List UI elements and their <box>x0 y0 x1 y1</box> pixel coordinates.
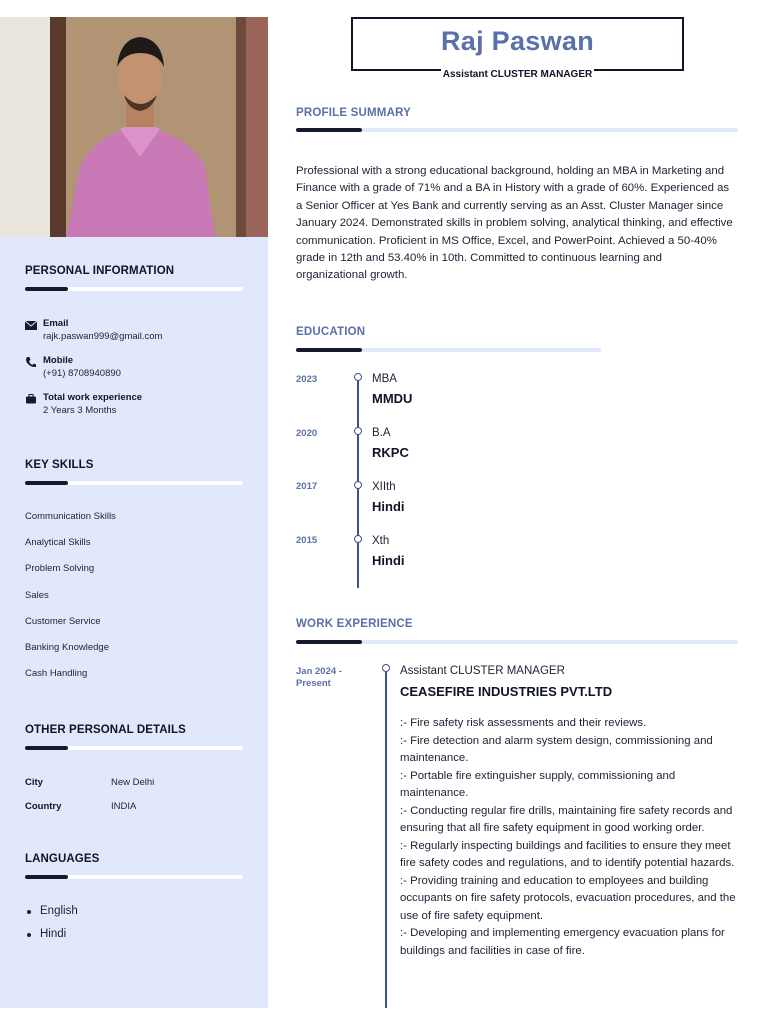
skill-item: Analytical Skills <box>25 537 91 548</box>
education-year: 2017 <box>296 481 318 492</box>
education-title: EDUCATION <box>296 326 366 338</box>
skill-item: Communication Skills <box>25 511 116 522</box>
education-degree: B.A <box>372 427 391 439</box>
education-school: MMDU <box>372 391 413 406</box>
bullet-icon <box>27 910 31 914</box>
duty-item: :- Conducting regular fire drills, maintaining fire safety records and ensuring that all fire safety equipment in good working order. <box>400 804 733 834</box>
timeline-dot <box>354 481 362 489</box>
other-details-divider <box>25 746 243 750</box>
skill-item: Banking Knowledge <box>25 642 109 653</box>
mobile-label: Mobile <box>43 355 74 366</box>
education-school: Hindi <box>372 553 405 568</box>
language-item: Hindi <box>40 928 67 940</box>
skill-item: Customer Service <box>25 616 101 627</box>
education-degree: MBA <box>372 373 397 385</box>
skill-item: Cash Handling <box>25 668 88 679</box>
profile-photo <box>0 17 268 237</box>
job-title: Assistant CLUSTER MANAGER <box>442 69 593 80</box>
profile-summary-text: Professional with a strong educational background, holding an MBA in Marketing and Finance with a grade of 71% and a BA in History with a grade of 60%. Experienced as a Senior Officer at Yes Bank and currently serving as an Asst. Cluster Manager since January 2024. Demonstrated skills in problem solving, analytical thinking, and effective communication. Proficient in MS Office, Excel, and PowerPoint. Achieved a 50-40% grade in 12th and 53.40% in 10th. Committed to continuous learning and organizational growth. <box>296 165 733 282</box>
duty-item: :- Fire detection and alarm system design, commissioning and maintenance. <box>400 734 713 764</box>
work-timeline <box>385 670 387 1008</box>
other-details-title: OTHER PERSONAL DETAILS <box>25 724 186 736</box>
email-value[interactable]: rajk.paswan999@gmail.com <box>43 331 163 342</box>
education-degree: XIIth <box>372 481 396 493</box>
education-year: 2023 <box>296 374 318 385</box>
detail-value-country: INDIA <box>111 801 137 812</box>
duty-item: :- Regularly inspecting buildings and facilities to ensure they meet fire safety codes and regulations, and to identify potential hazards. <box>400 839 735 869</box>
work-experience-title: WORK EXPERIENCE <box>296 618 413 630</box>
duty-item: :- Providing training and education to employees and building occupants on fire safety protocols, evacuation procedures, and the use of fire safety equipment. <box>400 874 736 922</box>
duty-item: :- Portable fire extinguisher supply, commissioning and maintenance. <box>400 769 676 799</box>
languages-divider <box>25 875 243 879</box>
detail-key-city: City <box>25 777 43 788</box>
work-date: Jan 2024 - Present <box>296 666 342 689</box>
profile-summary-divider <box>296 128 738 132</box>
name-box <box>351 17 684 71</box>
experience-label: Total work experience <box>43 392 143 403</box>
education-degree: Xth <box>372 535 390 547</box>
languages-title: LANGUAGES <box>25 853 100 865</box>
mobile-value[interactable]: (+91) 8708940890 <box>43 368 121 379</box>
work-duties <box>400 715 740 960</box>
email-label: Email <box>43 318 69 329</box>
detail-value-city: New Delhi <box>111 777 155 788</box>
key-skills-divider <box>25 481 243 485</box>
profile-summary-title: PROFILE SUMMARY <box>296 107 412 119</box>
personal-information-title: PERSONAL INFORMATION <box>25 265 175 277</box>
experience-value: 2 Years 3 Months <box>43 405 117 416</box>
education-year: 2020 <box>296 428 318 439</box>
work-role: Assistant CLUSTER MANAGER <box>400 665 565 677</box>
subtitle-wrap <box>351 64 684 82</box>
key-skills-title: KEY SKILLS <box>25 459 94 471</box>
education-school: RKPC <box>372 445 409 460</box>
education-year: 2015 <box>296 535 318 546</box>
work-company: CEASEFIRE INDUSTRIES PVT.LTD <box>400 684 613 699</box>
skill-item: Sales <box>25 590 49 601</box>
timeline-dot <box>382 664 390 672</box>
bullet-icon <box>27 933 31 937</box>
work-experience-divider <box>296 640 738 644</box>
timeline-dot <box>354 373 362 381</box>
phone-icon <box>25 356 37 368</box>
education-divider <box>296 348 601 352</box>
language-item: English <box>40 905 78 917</box>
personal-information-divider <box>25 287 243 291</box>
skill-item: Problem Solving <box>25 563 95 574</box>
timeline-dot <box>354 535 362 543</box>
page-title: Raj Paswan <box>440 26 595 56</box>
education-school: Hindi <box>372 499 405 514</box>
duty-item: :- Fire safety risk assessments and their reviews. <box>400 717 647 729</box>
briefcase-icon <box>25 393 37 405</box>
duty-item: :- Developing and implementing emergency evacuation plans for buildings and facilities in case of fire. <box>400 927 725 957</box>
timeline-dot <box>354 427 362 435</box>
envelope-icon <box>25 319 37 331</box>
detail-key-country: Country <box>25 801 62 812</box>
